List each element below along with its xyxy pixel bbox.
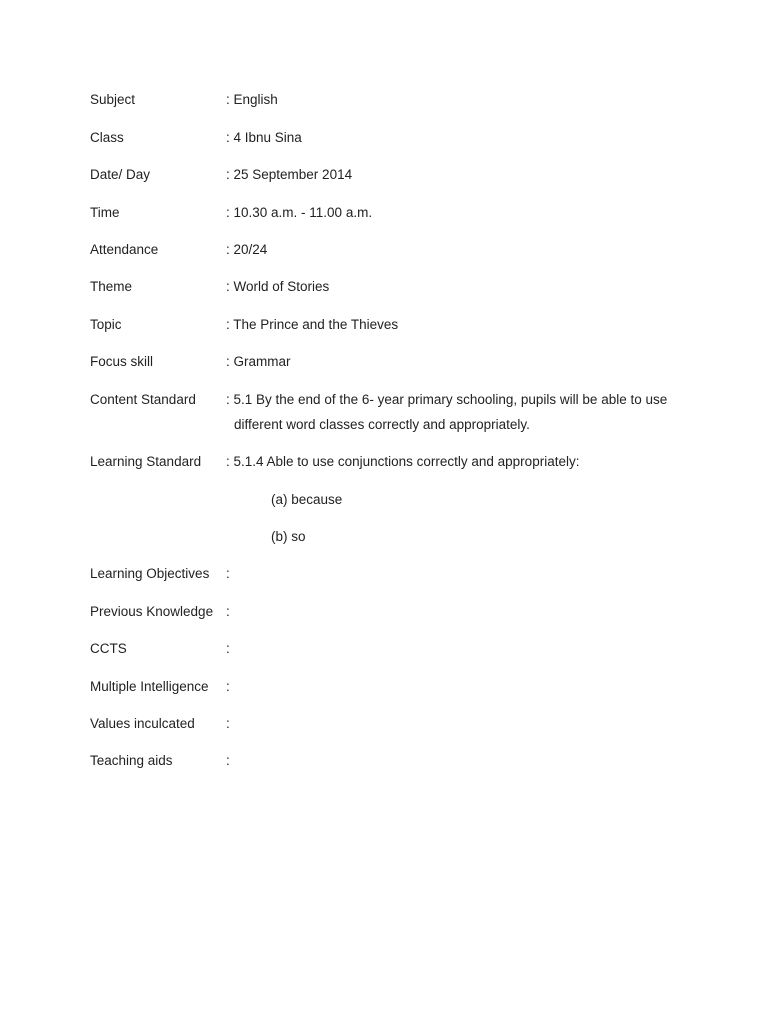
attendance-label: Attendance: [90, 242, 159, 257]
learning-standard-item-row: [0, 527, 768, 547]
content-standard-continuation-row: [0, 415, 768, 435]
date-day-value: : 25 September 2014: [226, 167, 353, 182]
ccts-label: CCTS: [90, 641, 127, 656]
time-row: [0, 203, 768, 223]
learning-standard-item: (a) because: [271, 492, 343, 507]
content-standard-row: [0, 390, 768, 410]
class-row: [0, 128, 768, 148]
topic-row: [0, 315, 768, 335]
multiple-intelligence-row: [0, 677, 768, 697]
date-day-row: [0, 165, 768, 185]
previous-knowledge-row: [0, 602, 768, 622]
learning-objectives-row: [0, 564, 768, 584]
values-inculcated-label: Values inculcated: [90, 716, 195, 731]
learning-standard-row: [0, 452, 768, 472]
subject-label: Subject: [90, 92, 136, 107]
attendance-value: : 20/24: [226, 242, 268, 257]
content-standard-value-continued: different word classes correctly and appropriately.: [234, 417, 530, 432]
content-standard-value: : 5.1 By the end of the 6- year primary schooling, pupils will be able to use: [226, 392, 668, 407]
learning-objectives-value: :: [226, 566, 230, 581]
learning-standard-item: (b) so: [271, 529, 306, 544]
focus-skill-row: [0, 352, 768, 372]
teaching-aids-label: Teaching aids: [90, 753, 173, 768]
topic-value: : The Prince and the Thieves: [226, 317, 399, 332]
ccts-value: :: [226, 641, 230, 656]
subject-value: : English: [226, 92, 278, 107]
time-value: : 10.30 a.m. - 11.00 a.m.: [226, 205, 373, 220]
theme-value: : World of Stories: [226, 279, 330, 294]
subject-row: [0, 90, 768, 110]
topic-label: Topic: [90, 317, 122, 332]
multiple-intelligence-value: :: [226, 679, 230, 694]
learning-objectives-label: Learning Objectives: [90, 566, 210, 581]
learning-standard-item-row: [0, 490, 768, 510]
focus-skill-label: Focus skill: [90, 354, 154, 369]
teaching-aids-value: :: [226, 753, 230, 768]
learning-standard-value: : 5.1.4 Able to use conjunctions correctly and appropriately:: [226, 454, 580, 469]
previous-knowledge-value: :: [226, 604, 230, 619]
theme-label: Theme: [90, 279, 133, 294]
teaching-aids-row: [0, 751, 768, 771]
learning-standard-label: Learning Standard: [90, 454, 202, 469]
previous-knowledge-label: Previous Knowledge: [90, 604, 214, 619]
class-value: : 4 Ibnu Sina: [226, 130, 302, 145]
multiple-intelligence-label: Multiple Intelligence: [90, 679, 209, 694]
attendance-row: [0, 240, 768, 260]
class-label: Class: [90, 130, 124, 145]
content-standard-label: Content Standard: [90, 392, 196, 407]
ccts-row: [0, 639, 768, 659]
values-inculcated-value: :: [226, 716, 230, 731]
time-label: Time: [90, 205, 120, 220]
date-day-label: Date/ Day: [90, 167, 151, 182]
theme-row: [0, 277, 768, 297]
focus-skill-value: : Grammar: [226, 354, 291, 369]
values-inculcated-row: [0, 714, 768, 734]
